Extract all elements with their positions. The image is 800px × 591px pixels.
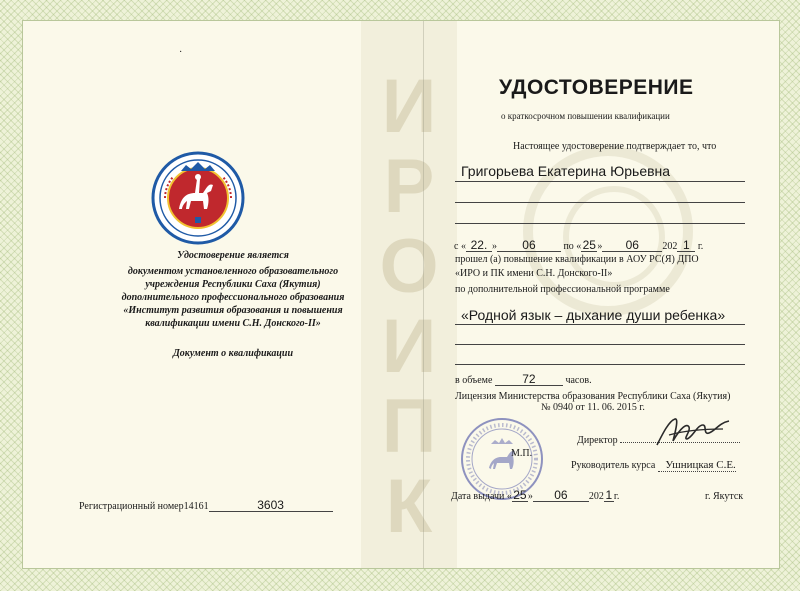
certificate-subtitle: о краткосрочном повышении квалификации bbox=[501, 111, 670, 121]
corner-dot: · bbox=[179, 47, 183, 58]
issue-quote: » bbox=[527, 491, 533, 502]
institute-line: «ИРО и ПК имени С.Н. Донского-II» bbox=[455, 268, 613, 279]
period-year-digit: 1 bbox=[677, 239, 695, 252]
program-name: «Родной язык – дыхание души ребенка» bbox=[461, 307, 726, 323]
hours-line bbox=[455, 373, 592, 386]
watermark-letter: Р bbox=[383, 144, 435, 229]
issue-year-suffix: г. bbox=[613, 491, 620, 502]
period-quote: » bbox=[491, 241, 497, 252]
period-to-month: 06 bbox=[602, 239, 662, 252]
issue-month: 06 bbox=[533, 489, 589, 502]
seal-mark: М.П. bbox=[511, 448, 533, 459]
program-intro: по дополнительной профессиональной программе bbox=[455, 284, 670, 295]
license-line: Лицензия Министерства образования Республики Саха (Якутия) bbox=[455, 391, 731, 402]
passed-line: прошел (а) повышение квалификации в АОУ РС(Я) ДПО bbox=[455, 254, 699, 265]
issue-day: 25 bbox=[513, 488, 527, 502]
issuer-description-line: «Институт развития образования и повышения bbox=[123, 305, 343, 316]
watermark-letter: И bbox=[381, 64, 437, 149]
issuer-description-line: дополнительного профессионального образования bbox=[121, 292, 345, 303]
issuer-description-line: квалификации имени С.Н. Донского-II» bbox=[145, 318, 321, 329]
name-underline bbox=[455, 181, 745, 182]
period-to-label: по « bbox=[563, 241, 582, 252]
issuer-description-line: документом установленного образовательного bbox=[127, 266, 339, 277]
yakutia-emblem-icon bbox=[151, 151, 245, 245]
blank-line bbox=[455, 202, 745, 203]
issuer-description-heading: Удостоверение является bbox=[177, 250, 289, 261]
issue-year-digit: 1 bbox=[605, 488, 613, 502]
confirmation-text: Настоящее удостоверение подтверждает то, что bbox=[513, 141, 717, 152]
period-quote: » bbox=[597, 241, 603, 252]
course-period-line bbox=[454, 239, 703, 252]
watermark-letter: П bbox=[381, 384, 437, 469]
license-number: № 0940 от 11. 06. 2015 г. bbox=[541, 402, 645, 413]
hours-unit: часов. bbox=[565, 375, 592, 386]
hours-value: 72 bbox=[495, 373, 563, 386]
hours-label: в объеме bbox=[455, 375, 493, 386]
course-head-line bbox=[571, 459, 736, 472]
blank-line bbox=[455, 344, 745, 345]
period-from-label: с « bbox=[454, 241, 466, 252]
program-underline bbox=[455, 324, 745, 325]
certificate-paper bbox=[22, 20, 780, 569]
issue-year-prefix: 202 bbox=[588, 491, 604, 502]
issue-date-label: Дата выдачи « bbox=[451, 491, 512, 502]
issue-date-line bbox=[451, 489, 619, 502]
course-head-label: Руководитель курса bbox=[571, 460, 656, 471]
document-type: Документ о квалификации bbox=[172, 348, 294, 359]
certificate-title: УДОСТОВЕРЕНИЕ bbox=[499, 76, 694, 99]
issue-city: г. Якутск bbox=[705, 491, 744, 502]
watermark-letter: И bbox=[381, 304, 437, 389]
watermark-letter: О bbox=[379, 224, 439, 309]
center-fold bbox=[423, 21, 424, 569]
period-year-suffix: г. bbox=[697, 241, 704, 252]
registration-number: 3603 bbox=[209, 499, 333, 512]
period-year-prefix: 202 bbox=[662, 241, 678, 252]
registration-label: Регистрационный номер bbox=[79, 501, 184, 512]
blank-line bbox=[455, 223, 745, 224]
period-from-day: 22. bbox=[466, 239, 492, 252]
issuer-description-line: учреждения Республики Саха (Якутия) bbox=[145, 279, 321, 290]
registration-prefix: 14161 bbox=[183, 501, 209, 512]
director-label: Директор bbox=[577, 435, 618, 446]
watermark-letter: К bbox=[385, 464, 433, 549]
period-from-month: 06 bbox=[497, 239, 561, 252]
signature-icon bbox=[653, 413, 733, 451]
course-head-name: Ушницкая С.Е. bbox=[658, 459, 736, 472]
registration-line bbox=[79, 499, 333, 512]
blank-line bbox=[455, 364, 745, 365]
period-to-day: 25 bbox=[582, 238, 596, 252]
holder-full-name: Григорьева Екатерина Юрьевна bbox=[461, 163, 671, 179]
